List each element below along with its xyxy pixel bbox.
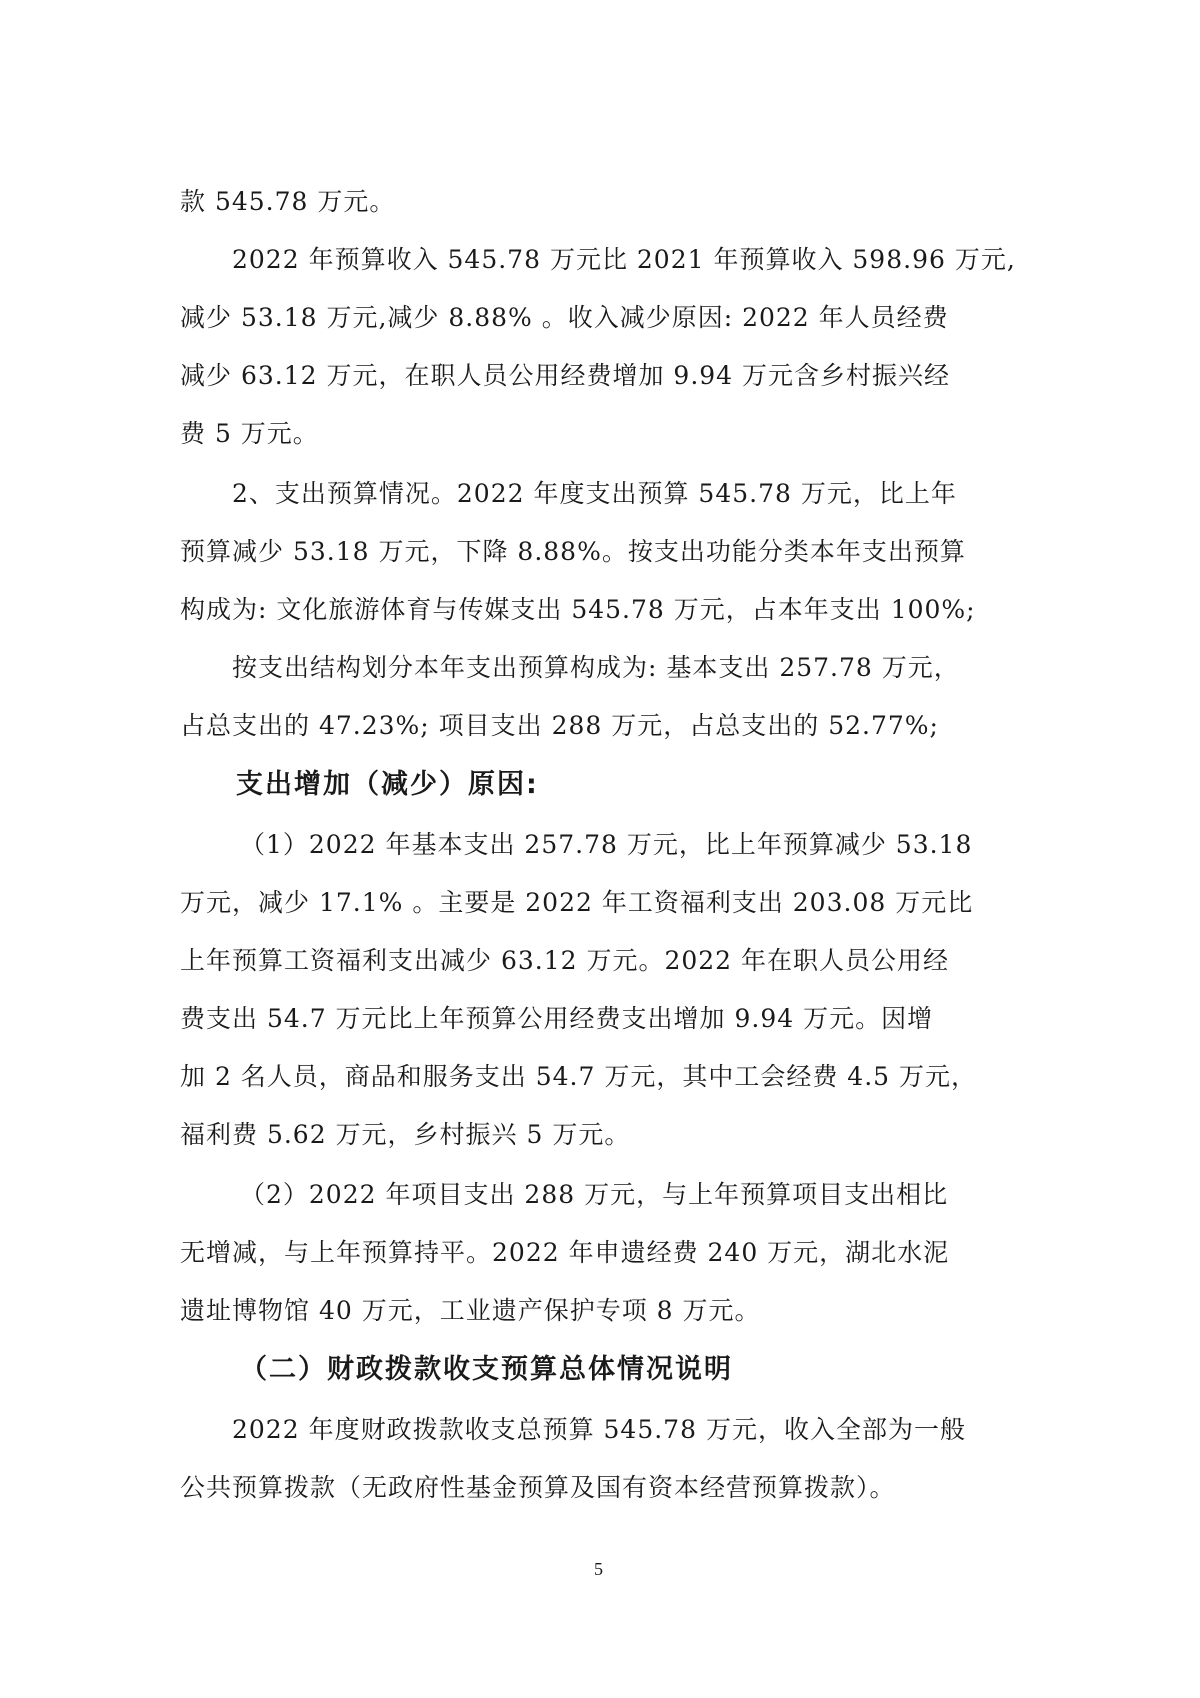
paragraph-line-4: 减少 63.12 万元，在职人员公用经费增加 9.94 万元含乡村振兴经 <box>180 361 951 390</box>
paragraph-line-12: 万元，减少 17.1% 。主要是 2022 年工资福利支出 203.08 万元比 <box>180 888 974 917</box>
paragraph-line-20: 2022 年度财政拨款收支总预算 545.78 万元，收入全部为一般 <box>232 1415 966 1444</box>
paragraph-line-3: 减少 53.18 万元,减少 8.88% 。收入减少原因: 2022 年人员经费 <box>180 303 949 332</box>
paragraph-line-21: 公共预算拨款（无政府性基金预算及国有资本经营预算拨款）。 <box>180 1473 896 1502</box>
paragraph-line-6: 2、支出预算情况。2022 年度支出预算 545.78 万元，比上年 <box>232 479 957 508</box>
paragraph-line-5: 费 5 万元。 <box>180 419 319 448</box>
paragraph-line-18: 无增减，与上年预算持平。2022 年申遗经费 240 万元，湖北水泥 <box>180 1238 950 1267</box>
section-heading-expense-change: 支出增加（减少）原因: <box>236 769 539 800</box>
paragraph-line-9: 按支出结构划分本年支出预算构成为: 基本支出 257.78 万元， <box>232 653 960 682</box>
paragraph-line-14: 费支出 54.7 万元比上年预算公用经费支出增加 9.94 万元。因增 <box>180 1004 934 1033</box>
paragraph-line-11: （1）2022 年基本支出 257.78 万元，比上年预算减少 53.18 <box>240 830 973 859</box>
paragraph-line-10: 占总支出的 47.23%; 项目支出 288 万元，占总支出的 52.77%; <box>180 711 939 740</box>
paragraph-line-7: 预算减少 53.18 万元，下降 8.88%。按支出功能分类本年支出预算 <box>180 537 966 566</box>
page-number: 5 <box>594 1559 603 1579</box>
paragraph-line-19: 遗址博物馆 40 万元，工业遗产保护专项 8 万元。 <box>180 1296 761 1325</box>
paragraph-line-16: 福利费 5.62 万元，乡村振兴 5 万元。 <box>180 1120 631 1149</box>
paragraph-line-1: 款 545.78 万元。 <box>180 187 396 216</box>
paragraph-line-2: 2022 年预算收入 545.78 万元比 2021 年预算收入 598.96 万元, <box>232 245 1016 274</box>
paragraph-line-8: 构成为: 文化旅游体育与传媒支出 545.78 万元，占本年支出 100%; <box>180 595 976 624</box>
paragraph-line-17: （2）2022 年项目支出 288 万元，与上年预算项目支出相比 <box>240 1180 949 1209</box>
section-heading-fiscal-overview: （二）财政拨款收支预算总体情况说明 <box>240 1354 733 1385</box>
paragraph-line-15: 加 2 名人员，商品和服务支出 54.7 万元，其中工会经费 4.5 万元， <box>180 1062 978 1091</box>
paragraph-line-13: 上年预算工资福利支出减少 63.12 万元。2022 年在职人员公用经 <box>180 946 950 975</box>
